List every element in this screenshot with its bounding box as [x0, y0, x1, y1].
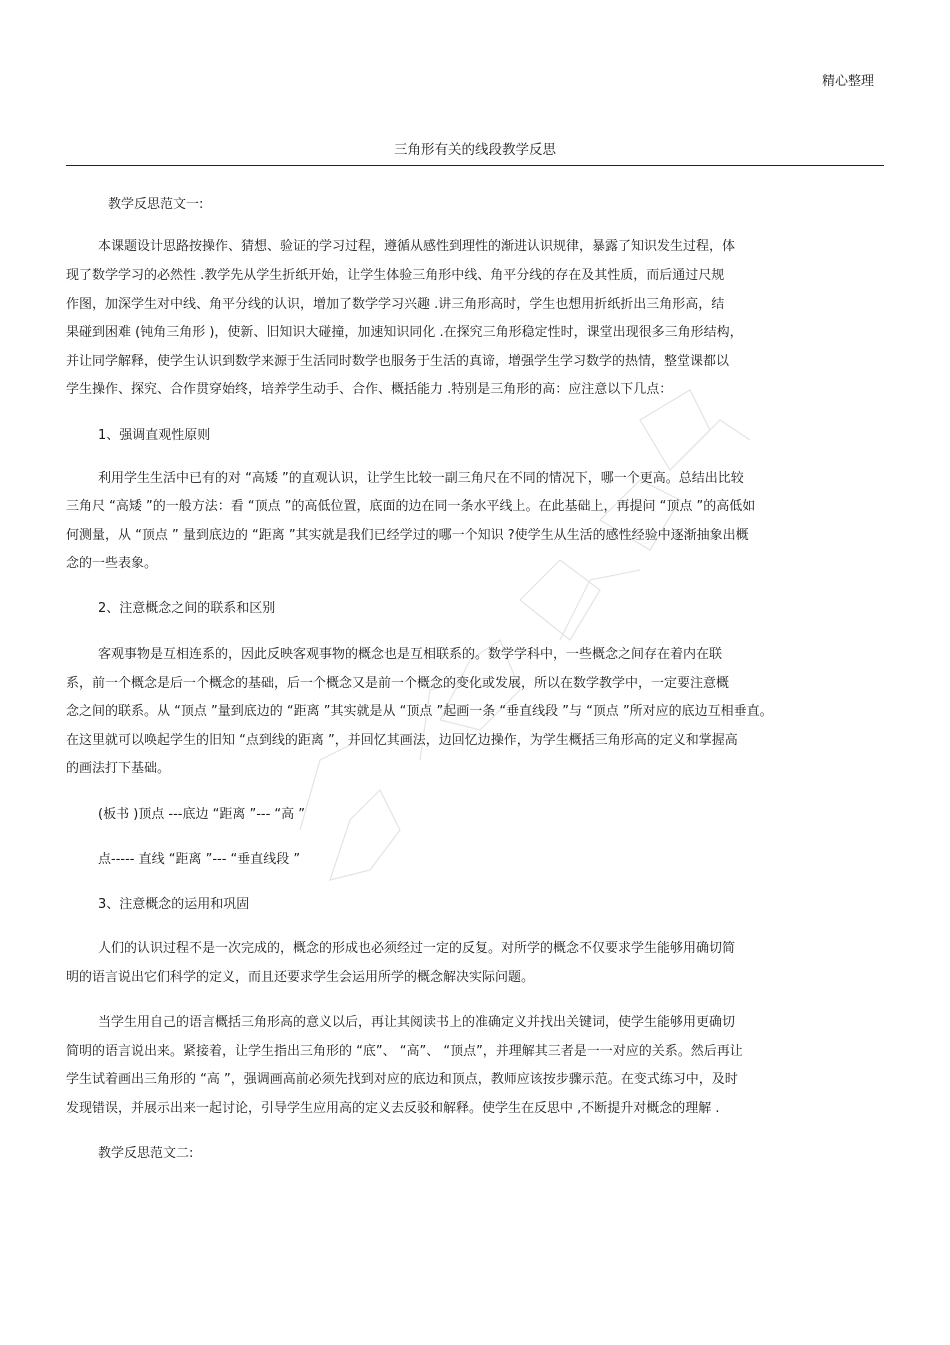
- paragraph-1-line: 作图，加深学生对中线、角平分线的认识，增加了数学学习兴趣 .讲三角形高时，学生也想用折纸折出三角形高，结: [66, 297, 725, 312]
- section-heading-2: 教学反思范文二:: [98, 1146, 194, 1161]
- paragraph-3-line: 客观事物是互相连系的，因此反映客观事物的概念也是互相联系的。数学学科中，一些概念之间存在着内在联: [98, 647, 723, 662]
- paragraph-5-line: 发现错误，并展示出来一起讨论，引导学生应用高的定义去反驳和解释。使学生在反思中 ,不断提升对概念的理解 .: [66, 1101, 720, 1116]
- paragraph-2-line: 三角尺 “高矮 ”的一般方法：看 “顶点 ”的高低位置，底面的边在同一条水平线上。在此基础上，再提问 “顶点 ”的高低如: [66, 499, 756, 514]
- paragraph-2-line: 何测量，从 “顶点 ” 量到底边的 “距离 ”其实就是我们已经学过的哪一个知识 ?使学生从生活的感性经验中逐渐抽象出概: [66, 528, 749, 543]
- point-heading-2: 2、注意概念之间的联系和区别: [98, 601, 276, 616]
- paragraph-4-line: 明的语言说出它们科学的定义，而且还要求学生会运用所学的概念解决实际问题。: [66, 970, 535, 985]
- paragraph-1-line: 并让同学解释，使学生认识到数学来源于生活同时数学也服务于生活的真谛，增强学生学习数学的热情，整堂课都以: [66, 354, 730, 369]
- paragraph-1-line: 学生操作、探究、合作贯穿始终，培养学生动手、合作、概括能力 .特别是三角形的高：应注意以下几点：: [66, 382, 673, 397]
- document-title: 三角形有关的线段教学反思: [394, 142, 556, 158]
- paragraph-5-line: 简明的语言说出来。紧接着，让学生指出三角形的 “底”、 “高”、 “顶点”，并理解其三者是一一对应的关系。然后再让: [66, 1044, 743, 1059]
- title-divider: [66, 165, 884, 166]
- paragraph-5-line: 当学生用自己的语言概括三角形高的意义以后，再让其阅读书上的准确定义并找出关键词，使学生能够用更确切: [98, 1015, 736, 1030]
- section-heading-1: 教学反思范文一:: [108, 197, 204, 212]
- paragraph-2-line: 念的一些表象。: [66, 556, 158, 571]
- paragraph-4-line: 人们的认识过程不是一次完成的，概念的形成也必须经过一定的反复。对所学的概念不仅要求学生能够用确切简: [98, 941, 736, 956]
- paragraph-3-line: 在这里就可以唤起学生的旧知 “点到线的距离 ”，并回忆其画法，边回忆边操作，为学生概括三角形高的定义和掌握高: [66, 733, 738, 748]
- paragraph-3-line: 的画法打下基础。: [66, 761, 171, 776]
- paragraph-5-line: 学生试着画出三角形的 “高 ”，强调画高前必须先找到对应的底边和顶点，教师应该按步骤示范。在变式练习中，及时: [66, 1072, 738, 1087]
- point-heading-3: 3、注意概念的运用和巩固: [98, 897, 250, 912]
- paragraph-1-line: 现了数学学习的必然性 .教学先从学生折纸开始，让学生体验三角形中线、角平分线的存在及其性质，而后通过尺规: [66, 268, 725, 283]
- paragraph-1-line: 果碰到困难 (钝角三角形 )，使新、旧知识大碰撞，加速知识同化 .在探究三角形稳定性时，课堂出现很多三角形结构，: [66, 325, 743, 340]
- header-note: 精心整理: [821, 74, 874, 89]
- paragraph-1-line: 本课题设计思路按操作、猜想、验证的学习过程，遵循从感性到理性的渐进认识规律，暴露了知识发生过程，体: [98, 239, 736, 254]
- paragraph-2-line: 利用学生生活中已有的对 “高矮 ”的直观认识，让学生比较一副三角尺在不同的情况下，哪一个更高。总结出比较: [98, 471, 744, 486]
- board-note-1: (板书 )顶点 ---底边 “距离 ”--- “高 ”: [98, 807, 306, 822]
- paragraph-3-line: 念之间的联系。从 “顶点 ”量到底边的 “距离 ”其实就是从 “顶点 ”起画一条 “垂直线段 ”与 “顶点 ”所对应的底边互相垂直。: [66, 704, 773, 719]
- point-heading-1: 1、强调直观性原则: [98, 428, 211, 443]
- board-note-2: 点----- 直线 “距离 ”--- “垂直线段 ”: [98, 852, 301, 867]
- paragraph-3-line: 系，前一个概念是后一个概念的基础，后一个概念又是前一个概念的变化或发展，所以在数学教学中，一定要注意概: [66, 676, 730, 691]
